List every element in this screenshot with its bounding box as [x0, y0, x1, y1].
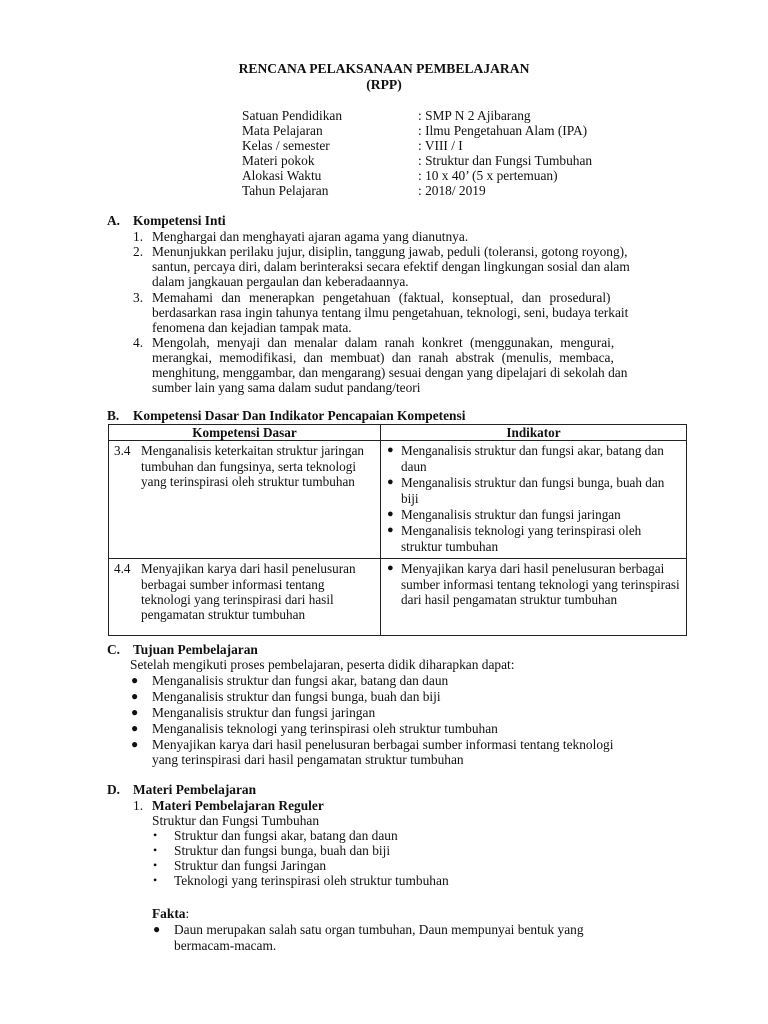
table-row: [109, 441, 687, 559]
list-item: Menganalisis struktur dan fungsi jaringan: [152, 705, 376, 720]
kd-text: Menyajikan karya dari hasil penelusuran berbagai sumber informasi tentang teknologi yang terinspirasi dari hasil pengamatan struktur tumbuhan: [141, 561, 356, 623]
subsection-title: Materi Pembelajaran Reguler: [152, 798, 324, 813]
info-label: Kelas / semester: [242, 138, 330, 153]
fakta-colon: :: [185, 906, 190, 921]
table-header-row: [109, 425, 687, 441]
bullet-icon: •: [153, 828, 158, 842]
list-line: dalam jangkauan pergaulan dan keberadaannya.: [152, 274, 409, 289]
list-item: Menyajikan karya dari hasil penelusuran berbagai sumber informasi tentang teknologi: [152, 737, 614, 752]
kd-cell: [109, 559, 381, 636]
list-item: Struktur dan fungsi Jaringan: [174, 858, 327, 873]
section-letter: B.: [107, 408, 120, 423]
kd-code: 4.4: [114, 561, 131, 577]
bullet-icon: ●: [387, 444, 394, 457]
list-number: 1.: [133, 798, 144, 813]
bullet-icon: ●: [387, 508, 394, 521]
info-label: Mata Pelajaran: [242, 123, 323, 138]
list-line: Menunjukkan perilaku jujur, disiplin, tanggung jawab, peduli (toleransi, gotong royong),: [152, 244, 628, 259]
list-line: sumber lain yang sama dalam sudut pandang/teori: [152, 380, 421, 395]
section-title: Materi Pembelajaran: [133, 782, 257, 797]
list-line: santun, percaya diri, dalam berinteraksi secara efektif dengan lingkungan sosial dan alam: [152, 259, 630, 274]
list-item: ● Menganalisis struktur dan fungsi bunga, buah dan biji: [387, 475, 665, 506]
list-item-continuation: yang terinspirasi dari hasil pengamatan struktur tumbuhan: [152, 752, 464, 767]
document-title: RENCANA PELAKSANAAN PEMBELAJARAN: [238, 61, 530, 76]
info-value: : Struktur dan Fungsi Tumbuhan: [418, 153, 593, 168]
info-label: Tahun Pelajaran: [242, 183, 329, 198]
bullet-icon: ●: [387, 476, 394, 489]
bullet-icon: •: [153, 843, 158, 857]
list-item: Menganalisis teknologi yang terinspirasi oleh struktur tumbuhan: [152, 721, 498, 736]
section-letter: D.: [107, 782, 121, 797]
list-item: ● Menganalisis struktur dan fungsi jaringan: [387, 507, 621, 523]
info-label: Satuan Pendidikan: [242, 108, 343, 123]
section-letter: C.: [107, 642, 121, 657]
info-value: : 10 x 40’ (5 x pertemuan): [418, 168, 558, 183]
info-value: : 2018/ 2019: [418, 183, 486, 198]
list-number: 3.: [133, 290, 144, 305]
bullet-icon: •: [153, 858, 158, 872]
list-item: ● Menyajikan karya dari hasil penelusuran berbagai sumber informasi tentang teknologi yang terinspirasi dari hasil pengamatan struktur tumbuhan: [387, 561, 680, 608]
list-item: Daun merupakan salah satu organ tumbuhan, Daun mempunyai bentuk yang: [174, 922, 584, 937]
table-row: [109, 559, 687, 636]
fakta-heading: [152, 906, 189, 922]
table-header-indikator: Indikator: [381, 425, 687, 441]
list-line: merangkai, memodifikasi, dan membuat) dan ranah abstrak (menulis, membaca,: [152, 350, 614, 365]
list-item: Struktur dan fungsi bunga, buah dan biji: [174, 843, 391, 858]
bullet-icon: ●: [131, 673, 139, 687]
section-intro: Setelah mengikuti proses pembelajaran, peserta didik diharapkan dapat:: [130, 657, 515, 672]
bullet-icon: ●: [153, 922, 161, 936]
info-value: : VIII / I: [418, 138, 463, 153]
list-line: berdasarkan rasa ingin tahunya tentang ilmu pengetahuan, teknologi, seni, budaya terkait: [152, 305, 629, 320]
info-value: : Ilmu Pengetahuan Alam (IPA): [418, 123, 588, 138]
info-label: Alokasi Waktu: [242, 168, 322, 183]
kd-cell: [109, 441, 381, 559]
list-line: Memahami dan menerapkan pengetahuan (faktual, konseptual, dan prosedural): [152, 290, 611, 305]
bullet-icon: ●: [131, 737, 139, 751]
list-number: 1.: [133, 229, 144, 244]
table-header-kd: Kompetensi Dasar: [109, 425, 381, 441]
list-item: Menganalisis struktur dan fungsi akar, batang dan daun: [152, 673, 449, 688]
kd-code: 3.4: [114, 443, 131, 459]
indikator-cell: [381, 441, 687, 559]
bullet-icon: ●: [387, 562, 394, 575]
bullet-icon: ●: [131, 705, 139, 719]
bullet-icon: ●: [131, 721, 139, 735]
list-line: Menghargai dan menghayati ajaran agama yang dianutnya.: [152, 229, 469, 244]
subsection-intro: Struktur dan Fungsi Tumbuhan: [152, 813, 320, 828]
list-line: menghitung, menggambar, dan mengarang) sesuai dengan yang dipelajari di sekolah dan: [152, 365, 628, 380]
list-item: Teknologi yang terinspirasi oleh struktur tumbuhan: [174, 873, 449, 888]
indikator-cell: [381, 559, 687, 636]
bullet-icon: ●: [131, 689, 139, 703]
section-title: Kompetensi Dasar Dan Indikator Pencapaian Kompetensi: [133, 408, 466, 423]
list-line: fenomena dan kejadian tampak mata.: [152, 320, 352, 335]
section-title: Kompetensi Inti: [133, 213, 226, 228]
section-title: Tujuan Pembelajaran: [133, 642, 258, 657]
list-number: 2.: [133, 244, 144, 259]
list-item-continuation: bermacam-macam.: [174, 938, 277, 953]
list-item: Menganalisis struktur dan fungsi bunga, buah dan biji: [152, 689, 441, 704]
info-value: : SMP N 2 Ajibarang: [418, 108, 531, 123]
info-label: Materi pokok: [242, 153, 315, 168]
fakta-label: Fakta: [152, 906, 186, 921]
document-subtitle: (RPP): [366, 77, 402, 92]
list-number: 4.: [133, 335, 144, 350]
kd-text: Menganalisis keterkaitan struktur jaringan tumbuhan dan fungsinya, serta teknologi yang terinspirasi oleh struktur tumbuhan: [141, 443, 365, 490]
bullet-icon: •: [153, 873, 158, 887]
list-item: Struktur dan fungsi akar, batang dan daun: [174, 828, 398, 843]
list-item: ● Menganalisis struktur dan fungsi akar, batang dan daun: [387, 443, 664, 474]
section-letter: A.: [107, 213, 121, 228]
bullet-icon: ●: [387, 524, 394, 537]
list-item: ● Menganalisis teknologi yang terinspirasi oleh struktur tumbuhan: [387, 523, 642, 554]
list-line: Mengolah, menyaji dan menalar dalam ranah konkret (menggunakan, mengurai,: [152, 335, 615, 350]
kd-indicator-table: [108, 424, 687, 636]
